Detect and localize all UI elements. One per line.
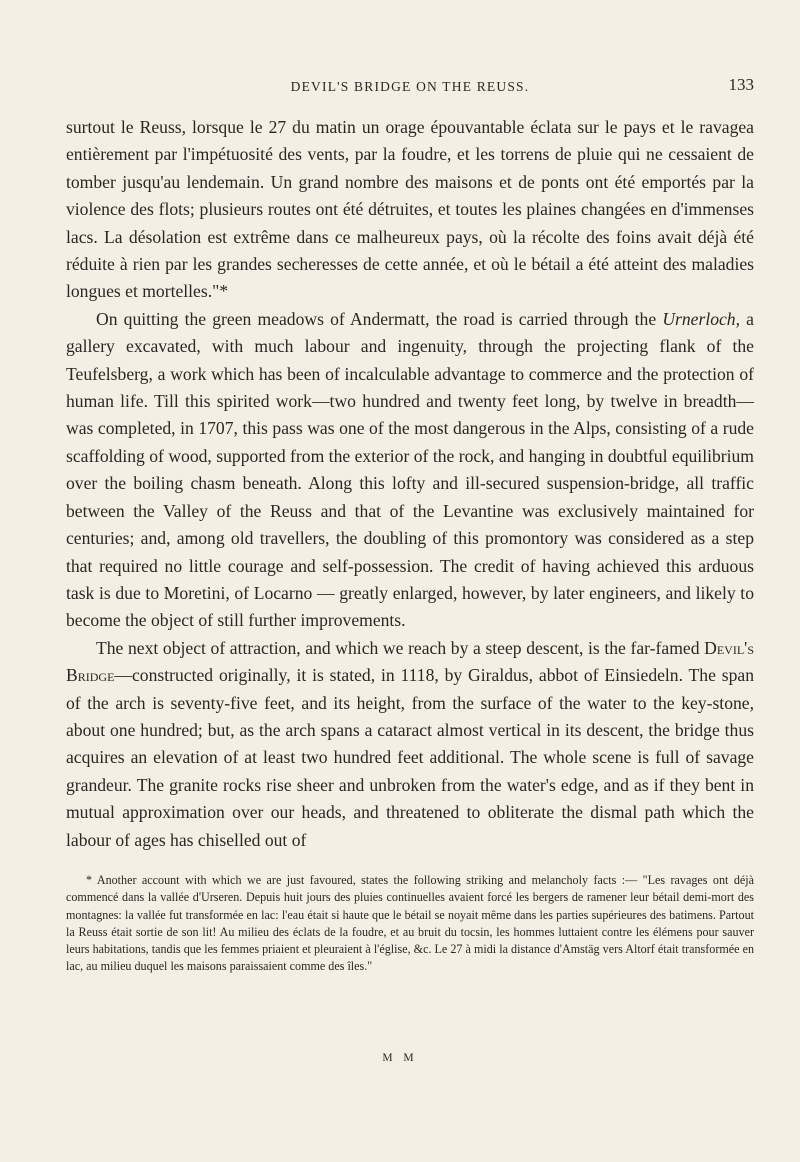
paragraph-1: surtout le Reuss, lorsque le 27 du matin un orage épouvantable éclata sur le pays et le ravagea entièrement par l'impétuosité des vents, par la foudre, et les torrens de pluie qui ne cessaient de tomber jusqu'au lendemain. Un grand nombre des maisons et de ponts ont été emportés par la violence des flots; plusieurs routes ont été détruites, et toutes les plaines changées en d'immenses lacs. La désolation est extrême dans ce malheureux pays, où la récolte des foins avait déjà été réduite à rien par les grandes secheresses de cette année, et où le bétail a été atteint des maladies longues et mortelles."*: [66, 117, 754, 302]
paragraph-3-rest: —constructed originally, it is stated, in 1118, by Giraldus, abbot of Einsiedeln. The span of the arch is seventy-five feet, and its height, from the surface of the water to the key-stone, about one hundred; but, as the arch spans a cataract almost vertical in its descent, the bridge thus acquires an elevation of at least two hundred feet additional. The whole scene is full of savage grandeur. The granite rocks rise sheer and unbroken from the water's edge, and as if they bent in mutual approximation over our heads, and threatened to obliterate the dismal path which the labour of ages has chiselled out of: [66, 665, 754, 850]
footnote: [66, 872, 754, 976]
body-text: [66, 114, 754, 854]
devils-bridge-smallcaps: Devil's Bridge: [66, 637, 754, 686]
urnerloch-italic: Urnerloch,: [662, 308, 741, 329]
paragraph-2: [66, 306, 754, 635]
paragraph-2-start: On quitting the green meadows of Andermatt, the road is carried through the: [96, 308, 663, 329]
paragraph-2-rest: a gallery excavated, with much labour and ingenuity, through the projecting flank of the Teufelsberg, a work which has been of incalculable advantage to commerce and the protection of human life. Till this spirited work—two hundred and twenty feet long, by twelve in breadth—was completed, in 1707, this pass was one of the most dangerous in the Alps, consisting of a rude scaffolding of wood, supported from the exterior of the rock, and hanging in doubtful equilibrium over the boiling chasm beneath. Along this lofty and ill-secured suspension-bridge, all traffic between the Valley of the Reuss and that of the Levantine was exclusively maintained for centuries; and, among old travellers, the doubling of this promontory was considered as a step that required no little courage and self-possession. The credit of having achieved this arduous task is due to Moretini, of Locarno — greatly enlarged, however, by later engineers, and likely to become the object of still further improvements.: [66, 308, 754, 631]
page-number: 133: [728, 75, 754, 94]
running-head: [66, 75, 754, 99]
paragraph-3: [66, 635, 754, 854]
footnote-text: * Another account with which we are just favoured, states the following striking and melancholy facts :— "Les ravages ont déjà commencé dans la vallée d'Urseren. Depuis huit jours des pluies continuelles avaient forcé les bergers de ramener leur bétail demi-mort des montagnes: la vallée fut transformée en lac: l'eau était si haute que le bétail se noyait même dans les parties supérieures des batimens. Partout la Reuss était sortie de son lit! Au milieu des éclats de la foudre, et au bruit du tocsin, les hommes luttaient contre les élémens pour sauver leurs habitations, tandis que les femmes priaient et pleuraient à l'église, &c. Le 27 à midi la distance d'Amstäg vers Altorf était transformée en lac, au milieu duquel les maisons paraissaient comme des îles.": [66, 873, 754, 974]
running-head-title: DEVIL'S BRIDGE ON THE REUSS.: [290, 79, 530, 94]
paragraph-3-start: The next object of attraction, and which we reach by a steep descent, is the far-famed: [96, 637, 705, 658]
signature-mark: M M: [382, 1052, 418, 1064]
